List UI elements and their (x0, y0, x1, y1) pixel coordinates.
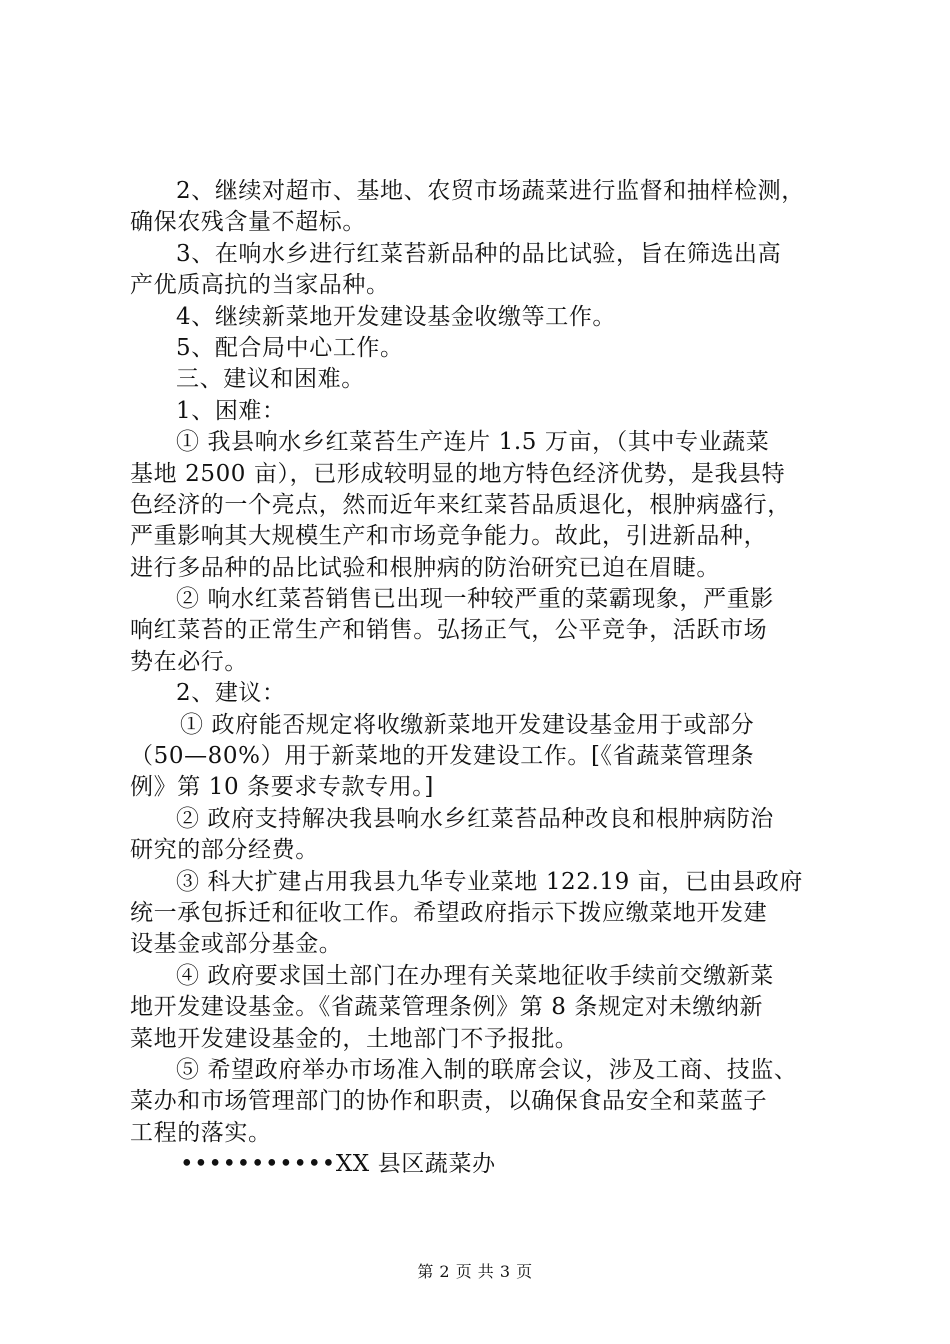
paragraph-line: ⑤ 希望政府举办市场准入制的联席会议，涉及工商、技监、 (176, 1056, 798, 1083)
paragraph-line: 势在必行。 (130, 648, 248, 675)
paragraph-line: 统一承包拆迁和征收工作。希望政府指示下拨应缴菜地开发建 (130, 899, 768, 926)
paragraph-line: ③ 科大扩建占用我县九华专业菜地 122.19 亩，已由县政府 (176, 868, 804, 895)
page-footer: 第 2 页 共 3 页 (417, 1262, 533, 1281)
paragraph-line: 色经济的一个亮点，然而近年来红菜苔品质退化，根肿病盛行， (130, 491, 791, 518)
paragraph-line: 工程的落实。 (130, 1119, 272, 1146)
paragraph-line: 基地 2500 亩），已形成较明显的地方特色经济优势，是我县特 (130, 460, 786, 487)
paragraph-line: ① 我县响水乡红菜苔生产连片 1.5 万亩，（其中专业蔬菜 (176, 429, 770, 456)
paragraph-line: 严重影响其大规模生产和市场竞争能力。故此，引进新品种， (130, 523, 768, 550)
paragraph-line: ② 响水红菜苔销售已出现一种较严重的菜霸现象，严重影 (176, 586, 774, 613)
paragraph-line: 地开发建设基金。《省蔬菜管理条例》第 8 条规定对未缴纳新 (130, 994, 764, 1021)
paragraph-line: ④ 政府要求国土部门在办理有关菜地征收手续前交缴新菜 (176, 962, 774, 989)
subsection-heading: 1、困难： (176, 397, 286, 424)
subsection-heading: 2、建议： (176, 680, 286, 707)
paragraph-line: 5、配合局中心工作。 (176, 334, 404, 361)
signature-line: •••••••••••XX 县区蔬菜办 (180, 1151, 496, 1178)
paragraph-line: 例》第 10 条要求专款专用。] (130, 774, 434, 801)
document-body (130, 176, 830, 1181)
paragraph-line: 研究的部分经费。 (130, 837, 319, 864)
paragraph-line: （50—80%）用于新菜地的开发建设工作。[《省蔬菜管理条 (130, 743, 755, 770)
paragraph-line: 菜地开发建设基金的，土地部门不予报批。 (130, 1025, 579, 1052)
paragraph-line: 2、继续对超市、基地、农贸市场蔬菜进行监督和抽样检测， (176, 178, 805, 204)
paragraph-line: 产优质高抗的当家品种。 (130, 272, 390, 299)
paragraph-line: 3、在响水乡进行红菜苔新品种的品比试验，旨在筛选出高 (176, 240, 782, 267)
paragraph-line: 4、继续新菜地开发建设基金收缴等工作。 (176, 303, 617, 330)
paragraph-line: 响红菜苔的正常生产和销售。弘扬正气，公平竞争，活跃市场 (130, 617, 768, 644)
paragraph-line: ② 政府支持解决我县响水乡红菜苔品种改良和根肿病防治 (176, 805, 774, 832)
paragraph-line: 设基金或部分基金。 (130, 931, 343, 958)
paragraph-line: 确保农残含量不超标。 (130, 209, 366, 236)
paragraph-line: 进行多品种的品比试验和根肿病的防治研究已迫在眉睫。 (130, 554, 720, 581)
section-heading: 三、建议和困难。 (176, 366, 365, 393)
paragraph-line: ① 政府能否规定将收缴新菜地开发建设基金用于或部分 (180, 711, 755, 738)
paragraph-line: 菜办和市场管理部门的协作和职责，以确保食品安全和菜蓝子 (130, 1088, 768, 1115)
